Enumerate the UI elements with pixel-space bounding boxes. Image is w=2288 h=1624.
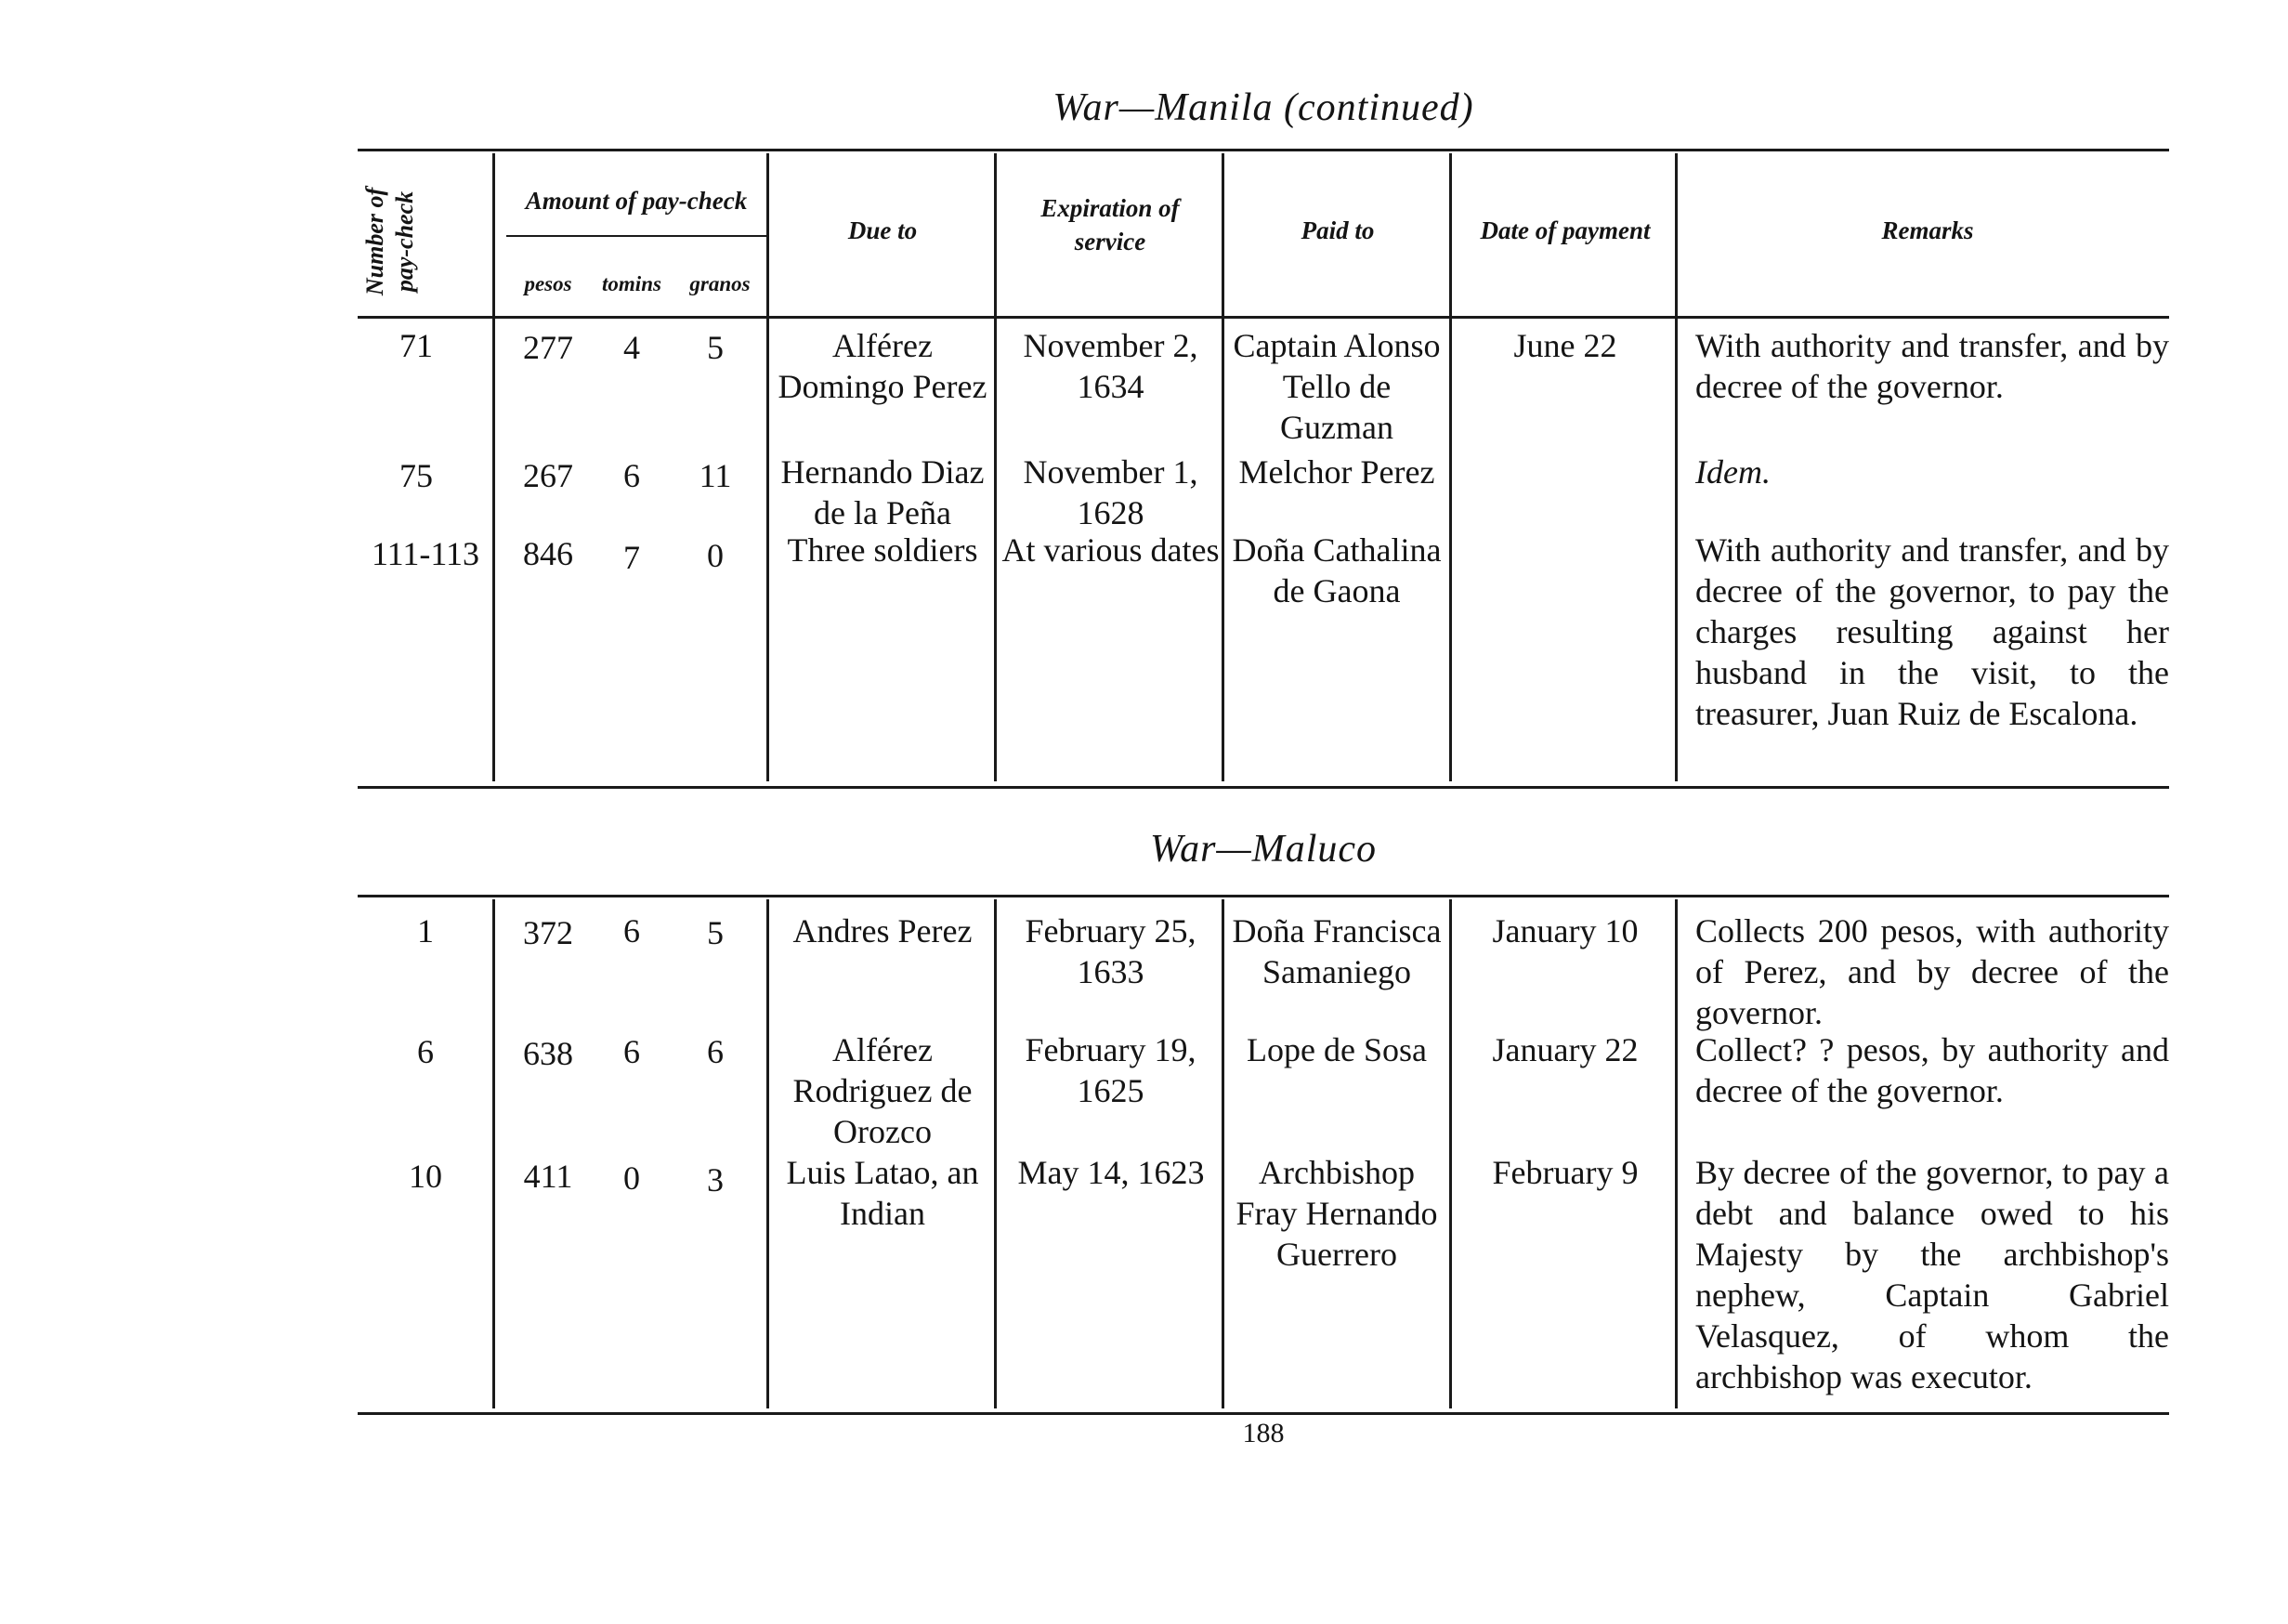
row-number: 10 <box>409 1158 442 1195</box>
header-bottom-rule <box>358 316 2169 319</box>
row-expiration: February 25, 1633 <box>1025 912 1196 990</box>
header-number-of-pay-check <box>360 165 500 318</box>
header-amount: Amount of pay-check <box>525 187 748 215</box>
row-date: January 10 <box>1492 912 1639 950</box>
row-remarks: With authority and transfer, and by decree of the governor. <box>1695 327 2169 405</box>
row-number: 71 <box>399 327 433 364</box>
row-pesos: 638 <box>523 1035 573 1072</box>
row-date: June 22 <box>1513 327 1617 364</box>
row-granos: 5 <box>707 329 724 366</box>
header-granos: granos <box>689 272 751 295</box>
header-due-to: Due to <box>847 216 918 244</box>
row-number: 75 <box>399 457 433 494</box>
row-paid-to: Captain Alonso Tello de Guzman <box>1233 327 1441 446</box>
column-rule <box>1222 153 1224 781</box>
row-pesos: 846 <box>523 535 573 572</box>
column-rule <box>492 899 495 1408</box>
row-pesos: 267 <box>523 457 573 494</box>
row-due-to: Andres Perez <box>792 912 973 950</box>
row-tomins: 7 <box>623 539 640 576</box>
row-tomins: 4 <box>623 329 640 366</box>
row-remarks: By decree of the governor, to pay a debt and balance owed to his Majesty by the archbishop's nephew, Captain Gabriel Velasquez, of whom the archbishop was executor. <box>1695 1154 2169 1395</box>
row-paid-to: Melchor Perez <box>1238 453 1435 491</box>
section-title-manila: War—Manila (continued) <box>1052 86 1474 129</box>
header-expiration: Expiration of service <box>1040 194 1180 255</box>
row-remarks: Idem. <box>1695 453 1771 491</box>
row-granos: 6 <box>707 1033 724 1070</box>
row-granos: 5 <box>707 914 724 951</box>
header-tomins: tomins <box>602 272 661 295</box>
column-rule <box>1449 899 1452 1408</box>
row-due-to: Alférez Rodriguez de Orozco <box>792 1031 973 1150</box>
row-date: January 22 <box>1492 1031 1639 1068</box>
header-number-label: Number of pay-check <box>361 187 418 296</box>
row-paid-to: Archbishop Fray Hernando Guerrero <box>1236 1154 1438 1273</box>
row-tomins: 6 <box>623 457 640 494</box>
row-granos: 3 <box>707 1161 724 1198</box>
row-due-to: Three soldiers <box>787 531 978 569</box>
row-expiration: February 19, 1625 <box>1025 1031 1196 1109</box>
row-pesos: 372 <box>523 914 573 951</box>
row-granos: 0 <box>707 537 724 574</box>
row-tomins: 0 <box>623 1159 640 1197</box>
row-pesos: 411 <box>523 1158 573 1195</box>
row-paid-to: Doña Francisca Samaniego <box>1232 912 1442 990</box>
row-due-to: Alférez Domingo Perez <box>778 327 987 405</box>
table-top-rule <box>358 149 2169 151</box>
row-number: 111-113 <box>372 535 479 572</box>
section-title-maluco: War—Maluco <box>1149 828 1378 871</box>
row-date: February 9 <box>1492 1154 1639 1191</box>
row-expiration: November 1, 1628 <box>1023 453 1198 531</box>
column-rule <box>766 153 769 781</box>
row-number: 6 <box>417 1033 434 1070</box>
column-rule <box>994 153 997 781</box>
column-rule <box>1449 153 1452 781</box>
row-remarks: With authority and transfer, and by decree of the governor, to pay the charges resulting against her husband in the visit, to the treasurer, Juan Ruiz de Escalona. <box>1695 531 2169 732</box>
table-bottom-rule <box>358 786 2169 789</box>
row-remarks: Collects 200 pesos, with authority of Perez, and by decree of the governor. <box>1695 912 2169 1031</box>
row-due-to: Hernando Diaz de la Peña <box>780 453 985 531</box>
row-remarks: Collect? ? pesos, by authority and decree of the governor. <box>1695 1031 2169 1109</box>
row-paid-to: Doña Cathalina de Gaona <box>1232 531 1442 609</box>
header-remarks: Remarks <box>1881 216 1974 244</box>
header-paid-to: Paid to <box>1301 216 1375 244</box>
row-tomins: 6 <box>623 912 640 950</box>
header-pesos: pesos <box>524 272 572 295</box>
row-tomins: 6 <box>623 1033 640 1070</box>
column-rule <box>1675 153 1678 781</box>
row-granos: 11 <box>699 457 732 494</box>
row-due-to: Luis Latao, an Indian <box>786 1154 979 1232</box>
column-rule <box>766 899 769 1408</box>
row-number: 1 <box>417 912 434 950</box>
amount-sub-rule <box>506 235 766 237</box>
table-top-rule <box>358 895 2169 897</box>
page-number: 188 <box>1242 1418 1285 1448</box>
row-expiration: November 2, 1634 <box>1023 327 1198 405</box>
row-expiration: At various dates <box>1001 531 1220 569</box>
table-bottom-rule <box>358 1412 2169 1415</box>
row-pesos: 277 <box>523 329 573 366</box>
row-paid-to: Lope de Sosa <box>1247 1031 1427 1068</box>
row-expiration: May 14, 1623 <box>1017 1154 1205 1191</box>
header-date-of-payment: Date of payment <box>1480 216 1651 244</box>
